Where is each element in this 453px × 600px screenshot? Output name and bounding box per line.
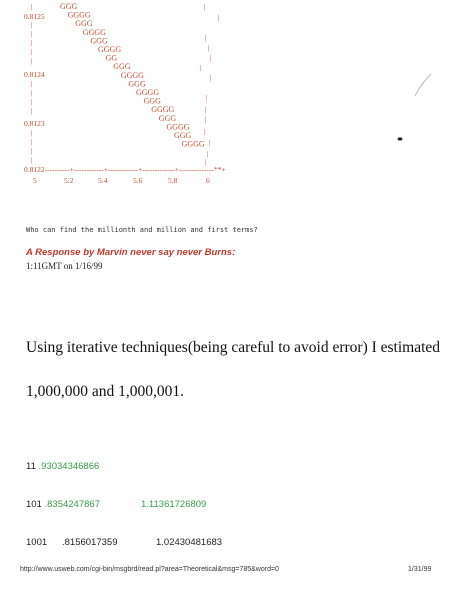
right-tick: | — [208, 43, 210, 52]
x-axis-line: 0.8122----------+------------+------------+-------------+--------------**+ — [24, 165, 226, 174]
footer-url: http://www.usweb.com/cgi-bin/msgbrd/read.pl?area=Theoretical&msg=785&word=0 — [20, 566, 279, 573]
question-text: Who can find the millionth and million and first terms? — [26, 226, 258, 234]
y-axis-tick: | — [31, 56, 33, 65]
row-b: 1.02430481683 — [156, 537, 223, 548]
x-label-2: 5.4 — [98, 176, 108, 185]
right-tick: | — [204, 127, 206, 136]
response-time: 1:11GMT on 1/16/99 — [26, 261, 103, 271]
table-row — [26, 461, 99, 472]
glyph-row: GGGG — [136, 88, 160, 97]
y-axis-tick: | — [31, 29, 33, 38]
row-n: 101 — [26, 499, 42, 510]
y-axis-tick: | — [31, 20, 33, 29]
row-n: 1001 — [26, 537, 48, 548]
row-a: .8354247867 — [44, 499, 100, 510]
scan-mark-stroke — [413, 72, 433, 98]
right-tick: | — [218, 13, 220, 22]
table-row — [26, 537, 223, 548]
row-a: .8156017359 — [62, 537, 118, 548]
y-label-0: 0.8125 — [24, 12, 45, 21]
x-label-4: 5.8 — [168, 176, 178, 185]
y-axis-bars — [31, 2, 33, 164]
y-axis-tick: | — [31, 88, 33, 97]
right-tick: | — [205, 157, 207, 166]
glyph-row: GG — [105, 53, 118, 63]
glyph-row: GGGG — [120, 70, 144, 80]
glyph-row: GGG — [158, 113, 177, 123]
y-label-1: 0.8124 — [24, 70, 45, 79]
right-tick: | — [205, 33, 207, 42]
glyph-row: GGGG — [151, 105, 175, 115]
x-label-5: 6 — [206, 176, 210, 185]
right-tick: | — [205, 115, 207, 124]
right-tick: | — [206, 93, 208, 102]
glyph-row: GGG — [174, 131, 192, 140]
glyph-row: GGG — [143, 96, 161, 106]
right-tick: | — [200, 63, 202, 72]
table-row — [26, 499, 207, 510]
glyph-rows — [60, 2, 205, 149]
glyph-row: GGG — [90, 36, 108, 46]
glyph-row: GGG — [128, 79, 146, 89]
y-axis-tick: | — [31, 155, 33, 164]
y-label-2: 0.8123 — [24, 119, 45, 128]
glyph-row: GGGG — [181, 139, 205, 149]
scan-mark-dot — [396, 136, 404, 142]
footer-date: 1/31/99 — [408, 566, 432, 573]
glyph-row: GGG — [113, 62, 131, 72]
glyph-row: GGG — [60, 2, 78, 11]
row-b: 1.11361726809 — [141, 499, 207, 510]
response-title: A Response by Marvin never say never Burns: — [26, 247, 236, 258]
glyph-row: GGGG — [67, 10, 91, 20]
x-label-0: 5 — [33, 176, 37, 185]
right-tick: | — [207, 149, 209, 158]
y-axis-tick: | — [31, 2, 33, 11]
y-axis-tick: | — [31, 106, 33, 115]
x-label-1: 5.2 — [64, 176, 74, 185]
row-a: .93034346866 — [38, 461, 100, 472]
ascii-plot — [0, 0, 453, 190]
glyph-row: GGGG — [166, 122, 190, 132]
y-axis-tick: | — [31, 47, 33, 56]
y-axis-tick: | — [31, 137, 33, 146]
glyph-row: GGG — [75, 19, 93, 29]
y-axis-tick: | — [31, 128, 33, 137]
y-axis-tick: | — [31, 38, 33, 47]
x-label-3: 5.6 — [133, 176, 143, 185]
y-axis-tick: | — [31, 146, 33, 155]
right-tick: | — [210, 73, 212, 82]
glyph-row: GGGG — [82, 27, 106, 37]
glyph-row: GGGG — [98, 45, 122, 54]
y-axis-tick: | — [31, 79, 33, 88]
body-line-2: 1,000,000 and 1,000,001. — [26, 383, 185, 400]
right-tick: | — [209, 138, 211, 147]
right-tick: | — [205, 105, 207, 114]
right-tick: | — [210, 53, 212, 62]
row-n: 11 — [26, 461, 36, 472]
y-axis-tick: | — [31, 97, 33, 106]
right-tick: | — [204, 2, 206, 11]
body-line-1: Using iterative techniques(being careful to avoid error) I estimated — [26, 339, 441, 356]
